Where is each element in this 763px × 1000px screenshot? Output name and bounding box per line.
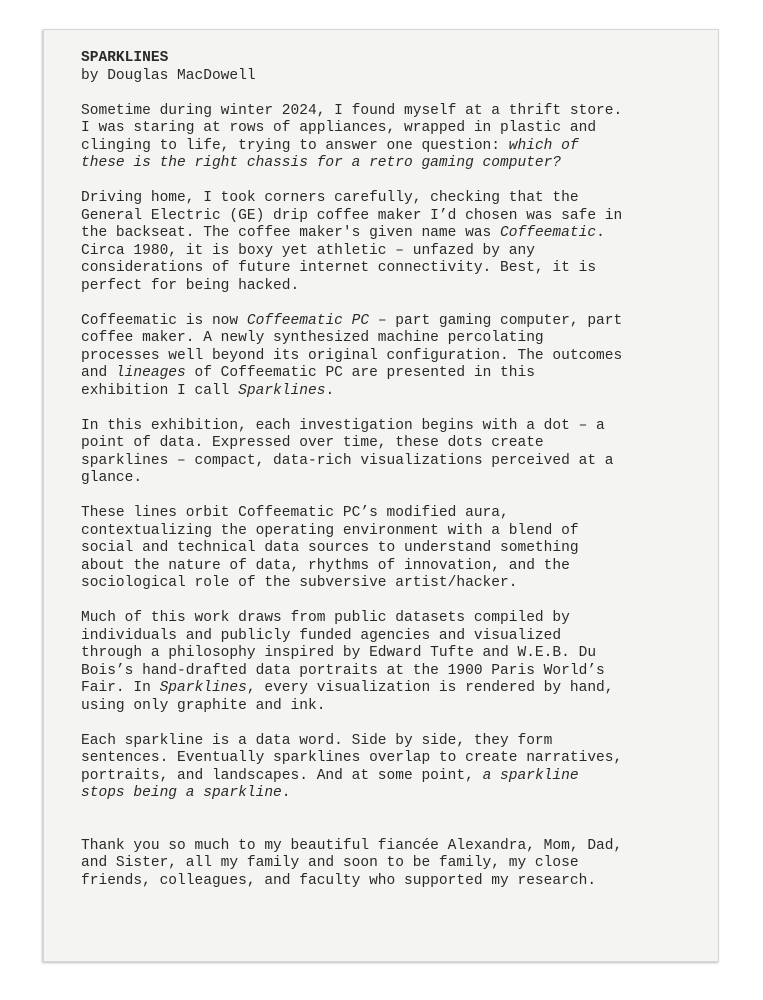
text-line bbox=[81, 680, 711, 698]
text-segment: Sometime during winter 2024, I found myself at a thrift store. bbox=[81, 102, 623, 119]
italic-text: Sparklines bbox=[238, 382, 326, 399]
text-segment: portraits, and landscapes. And at some point, bbox=[81, 767, 483, 784]
text-segment: Bois’s hand-drafted data portraits at the 1900 Paris World’s bbox=[81, 662, 605, 679]
text-segment: point of data. Expressed over time, these dots create bbox=[81, 435, 544, 451]
text-segment: In this exhibition, each investigation begins with a dot – a bbox=[81, 417, 605, 434]
text-segment: clinging to life, trying to answer one question: bbox=[81, 137, 509, 154]
text-segment: exhibition I call bbox=[81, 382, 239, 399]
text-segment: sparklines – compact, data-rich visualizations perceived at a bbox=[81, 452, 614, 469]
text-segment: the backseat. The coffee maker's given name was bbox=[81, 225, 501, 241]
text-segment: about the nature of data, rhythms of innovation, and the bbox=[81, 557, 570, 574]
italic-text: Sparklines bbox=[159, 680, 247, 696]
text-segment: glance. bbox=[81, 470, 143, 486]
text-segment: coffee maker. A newly synthesized machine percolating bbox=[81, 330, 544, 346]
text-line bbox=[81, 225, 711, 243]
text-line bbox=[81, 505, 711, 523]
text-segment: through a philosophy inspired by Edward Tufte and W.E.B. Du bbox=[81, 645, 597, 661]
text-line bbox=[81, 208, 711, 226]
text-segment: of Coffeematic PC are presented in this bbox=[185, 365, 535, 381]
text-segment: . bbox=[596, 225, 605, 241]
text-line bbox=[81, 785, 711, 803]
text-line bbox=[81, 663, 711, 681]
text-line bbox=[81, 470, 711, 488]
text-segment: perfect for being hacked. bbox=[81, 277, 300, 294]
paragraph bbox=[81, 733, 711, 803]
text-line bbox=[81, 645, 711, 663]
text-line bbox=[81, 243, 711, 261]
text-line bbox=[81, 733, 711, 751]
text-line bbox=[81, 365, 711, 383]
text-segment: Circa 1980, it is boxy yet athletic – unfazed by any bbox=[81, 242, 535, 259]
text-segment: , every visualization is rendered by hand, bbox=[246, 680, 614, 696]
text-line bbox=[81, 575, 711, 593]
text-segment: social and technical data sources to understand something bbox=[81, 540, 579, 556]
text-line bbox=[81, 855, 711, 873]
paragraph bbox=[81, 838, 711, 891]
text-line bbox=[81, 523, 711, 541]
text-line bbox=[81, 435, 711, 453]
text-segment: Driving home, I took corners carefully, checking that the bbox=[81, 190, 579, 206]
italic-text: stops being a sparkline bbox=[81, 785, 282, 801]
text-segment: sentences. Eventually sparklines overlap to create narratives, bbox=[81, 750, 623, 766]
text-line bbox=[81, 120, 711, 138]
italic-text: lineages bbox=[115, 365, 186, 381]
paragraph bbox=[81, 190, 711, 295]
text-segment: Fair. In bbox=[81, 680, 160, 696]
text-segment: using only graphite and ink. bbox=[81, 697, 326, 714]
text-segment: Much of this work draws from public datasets compiled by bbox=[81, 610, 570, 626]
text-line bbox=[81, 313, 711, 331]
italic-text: a sparkline bbox=[482, 767, 579, 784]
text-segment: considerations of future internet connectivity. Best, it is bbox=[81, 260, 597, 276]
text-line bbox=[81, 628, 711, 646]
author-byline: by Douglas MacDowell bbox=[81, 67, 256, 84]
text-segment: . bbox=[281, 785, 291, 801]
text-segment: and Sister, all my family and soon to be family, my close bbox=[81, 855, 579, 871]
text-segment: Each sparkline is a data word. Side by side, they form bbox=[81, 732, 553, 749]
text-line bbox=[81, 260, 711, 278]
text-line bbox=[81, 873, 711, 891]
text-segment: I was staring at rows of appliances, wrapped in plastic and bbox=[81, 120, 597, 136]
text-line bbox=[81, 418, 711, 436]
text-line bbox=[81, 190, 711, 208]
text-line bbox=[81, 103, 711, 121]
text-line bbox=[81, 610, 711, 628]
text-line bbox=[81, 348, 711, 366]
text-segment: Thank you so much to my beautiful fiancée Alexandra, Mom, Dad, bbox=[81, 837, 623, 854]
text-line bbox=[81, 330, 711, 348]
text-line bbox=[81, 453, 711, 471]
text-line bbox=[81, 383, 711, 401]
text-segment: processes well beyond its original configuration. The outcomes bbox=[81, 347, 623, 364]
text-segment: friends, colleagues, and faculty who supported my research. bbox=[81, 872, 597, 889]
text-line bbox=[81, 698, 711, 716]
text-line bbox=[81, 838, 711, 856]
paragraph bbox=[81, 610, 711, 715]
paragraph bbox=[81, 418, 711, 488]
text-segment: and bbox=[81, 365, 116, 381]
text-line bbox=[81, 540, 711, 558]
text-line bbox=[81, 278, 711, 296]
paragraph bbox=[81, 103, 711, 173]
text-segment: sociological role of the subversive artist/hacker. bbox=[81, 575, 518, 591]
italic-text: Coffeematic bbox=[500, 225, 597, 241]
document-title: SPARKLINES bbox=[81, 50, 169, 66]
body-paragraphs bbox=[81, 103, 711, 891]
text-line bbox=[81, 768, 711, 786]
paragraph bbox=[81, 505, 711, 593]
text-segment: individuals and publicly funded agencies and visualized bbox=[81, 627, 562, 644]
italic-text: which of bbox=[508, 137, 579, 154]
text-segment: These lines orbit Coffeematic PC’s modified aura, bbox=[81, 505, 509, 521]
text-segment: – part gaming computer, part bbox=[369, 312, 623, 329]
text-line bbox=[81, 155, 711, 173]
paper-sheet bbox=[43, 29, 719, 962]
text-line bbox=[81, 138, 711, 156]
italic-text: these is the right chassis for a retro gaming computer? bbox=[81, 155, 562, 171]
document-text bbox=[81, 50, 711, 908]
italic-text: Coffeematic PC bbox=[246, 312, 370, 329]
text-segment: contextualizing the operating environment with a blend of bbox=[81, 522, 579, 539]
text-segment: Coffeematic is now bbox=[81, 312, 247, 329]
paragraph bbox=[81, 313, 711, 401]
text-segment: . bbox=[325, 382, 335, 399]
text-segment: General Electric (GE) drip coffee maker I’d chosen was safe in bbox=[81, 207, 623, 224]
text-line bbox=[81, 558, 711, 576]
text-line bbox=[81, 750, 711, 768]
